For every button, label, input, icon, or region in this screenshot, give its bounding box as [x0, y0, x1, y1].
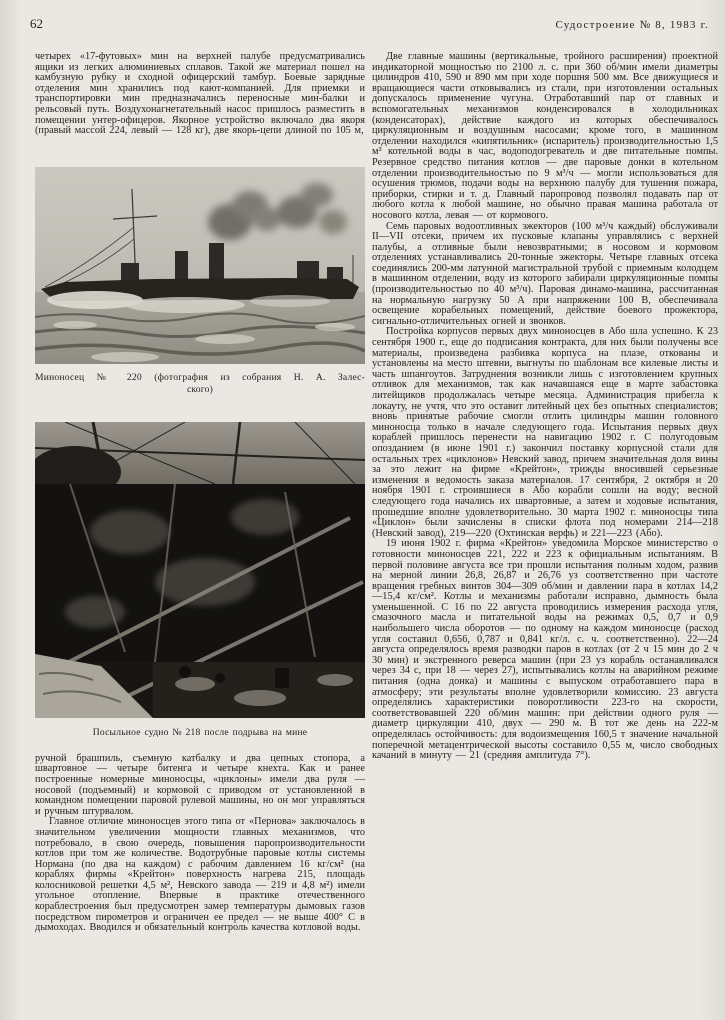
page-number: 62: [30, 16, 43, 31]
caption-line-2: ского): [186, 383, 214, 395]
paragraph: Семь паровых водоотливных эжекторов (100 м³/ч каждый) обслуживали II—VII отсеки, причем их пусковые клапаны управлялись с верхней палубы, а отливные были невозвратными; в носовом и кормовом отделениях устанавливались 20-тонные эжекторы. Четыре главных отсека соединялись 200-мм латунной магистральной трубой с приемным колодцем в машинном отделении, воду из которого забирали циркуляционные помпы (производительностью по 40 м³/ч). Паровая динамо-машина, рассчитанная на нормальную нагрузку 50 А при напряжении 100 В, обеспечивала освещение корабельных помещений, действие боевого прожектора, сигнально-отличительных огней и звонков.: [372, 220, 718, 327]
right-column: [372, 52, 718, 762]
destroyer-at-sea-photo: [35, 167, 365, 364]
caption-line-1: Миноносец № 220 (фотография из собрания Н. А. Залес-: [35, 371, 365, 383]
damaged-ship-photo: [35, 422, 365, 718]
paragraph: Постройка корпусов первых двух миноносцев в Або шла успешно. К 23 сентября 1900 г., еще до подписания контракта, для них были получены все материалы, произведена разбивка корпуса на плазе, откованы и установлены на место штевни, выгнуты по шаблонам все килевые листы и часть шпангоутов. Затруднения возникли лишь с изготовлением крупных отливок для механизмов, так как начавшаяся еще в марте забастовка литейщиков продолжалась четыре месяца. Администрация прибегла к локауту, не учтя, что это оставит литейный цех без опытных специалистов; вновь принятые рабочие смогли отлить цилиндры машин головного миноносца только в начале следующего года. Испытания первых двух кораблей пришлось перенести на навигацию 1902 г. С полугодовым опозданием (в июне 1901 г.) закончил поставку корпусной стали для остальных трех «циклонов» Невский завод, причем значительная доля вины за это лежит на фирме «Крейтон», трижды вносившей серьезные изменения в ведомость заказа материалов. 17 сентября, 2 октября и 20 ноября 1901 г. строившиеся в Або корабли сошли на воду; весной следующего года начались их швартовные, а затем и ходовые испытания, прошедшие вполне удовлетворительно. 30 марта 1902 г. миноносцы типа «Циклон» были зачислены в списки флота под номерами 214—218 (Невский завод), 219—220 (Охтинская верфь) и 221—223 (Або).: [372, 326, 718, 539]
paragraph: Две главные машины (вертикальные, тройного расширения) проектной индикаторной мощностью по 2100 л. с. при 360 об/мин имели диаметры цилиндров 410, 590 и 890 мм при ходе поршня 500 мм. Все движущиеся и вращающиеся части отковывались из стали, при изготовлении остальных допускалось применение чугуна. Отработавший пар от главных и вспомогательных механизмов конденсировался в холодильниках (конденсаторах), действие каждого из которых обеспечивалось циркуляционным и воздушным насосами; кроме того, в машинном отделении находился «кипятильник» (испаритель) производительностью 1,5 м³ котельной воды в час, водоподогреватель и две питательные помпы. Резервное средство питания котлов — две паровые донки в котельном отделении производительностью по 9 м³/ч — могли использоваться для осушения трюмов, подачи воды на верхнюю палубу для тушения пожара, приборки, стирки и т. д. Главный паропровод позволял подавать пар от любого котла к любой машине, но обычно правая машина работала от носового котла, левая — от кормового.: [372, 51, 718, 221]
paragraph: 19 июня 1902 г. фирма «Крейтон» уведомила Морское министерство о готовности миноносцев 221, 222 и 223 к официальным испытаниям. В первой половине августа все три прошли испытания полным ходом, развив на мерной линии 26,8, 26,87 и 26,76 уз соответственно при частоте вращения гребных винтов 304—309 об/мин и давлении пара в котлах 14,2—15,4 кг/см². Котлы и механизмы работали исправно, дымность была уменьшенной. С 16 по 22 августа проводились измерения расхода угля, смазочного масла и питательной воды на режимах 0,5, 0,7 и 0,9 наибольшего числа оборотов — по одному на каждом миноносце (расход угля составил 0,656, 0,787 и 0,841 кг/л. с. ч. соответственно). 22—24 августа определялось время разводки паров в котлах (от 2 ч 15 мин до 2 ч 30 мин) и экстренного реверса машин (при 23 уз корабль останавливался через 34 с, при 18 — через 27), испытывались котлы на аварийном режиме питания (одна донка) и машины с выпуском отработавшего пара в атмосферу; эти результаты вполне удовлетворили комиссию. 23 августа определялись характеристики поворотливости 223-го на скорости, соответствовавшей 220 об/мин машин: при действии одного руля — диаметр циркуляции 410, двух — 290 м. В тот же день на 222-м определялась остойчивость: для водоизмещения 160,5 т значение начальной поперечной метацентрической высоты составило 0,55 м, число свободных качаний в минуту — 21 (средняя амплитуда 7°).: [372, 538, 718, 762]
paragraph: Главное отличие миноносцев этого типа от «Пернова» заключалось в значительном увеличении мощности главных механизмов, что потребовало, в свою очередь, повышения паропроизводительности котлов при том же количестве. Водотрубные паровые котлы системы Нормана (по два на каждом) с рабочим давлением 16 кг/см² (на кораблях фирмы «Крейтон» поверхность нагрева 215, площадь колосниковой решетки 4,5 м², Невского завода — 219 и 4,8 м²) имели угольное отопление. Впервые в практике отечественного кораблестроения был предусмотрен замер температуры дымовых газов посредством пирометров и ограничен ее предел — не выше 400° С в дымоходах. Вводился и обязательный контроль качества котловой воды.: [35, 816, 365, 934]
page-header: [30, 16, 709, 32]
journal-title: Судостроение № 8, 1983 г.: [555, 19, 709, 31]
wreck-photo-caption: Посыльное судно № 218 после подрыва на мине: [92, 726, 308, 738]
wreck-photo-figure: [35, 422, 365, 739]
destroyer-photo-figure: [35, 167, 365, 396]
left-column: [35, 52, 365, 934]
paragraph: ручной брашпиль, съемную катбалку и два цепных стопора, а швартовное — четыре битенга и четыре кнехта. Как и ранее построенные номерные миноносцы, «циклоны» имели два руля — носовой (подъемный) и кормовой с приводом от установленной в командном помещении паровой рулевой машины, но он мог управляться и ручным штурвалом.: [35, 752, 365, 817]
destroyer-photo-caption: [35, 372, 365, 396]
paragraph: четырех «17-футовых» мин на верхней палубе предусматривались ящики из легких алюминиевых сплавов. Такой же материал пошел на камбузную рубку и сходной офицерский тамбур. Боевые зарядные отделения мин хранились под кают-компанией. Для приемки и транспортировки мин предназначались переносные мин-балки и рельсовый путь. Воздухонагнетательный насос пришлось разместить в помещении унтер-офицеров. Якорное устройство включало два якоря (правый массой 224, левый — 128 кг), две якорь-цепи длиной по 105 м,: [35, 51, 365, 137]
